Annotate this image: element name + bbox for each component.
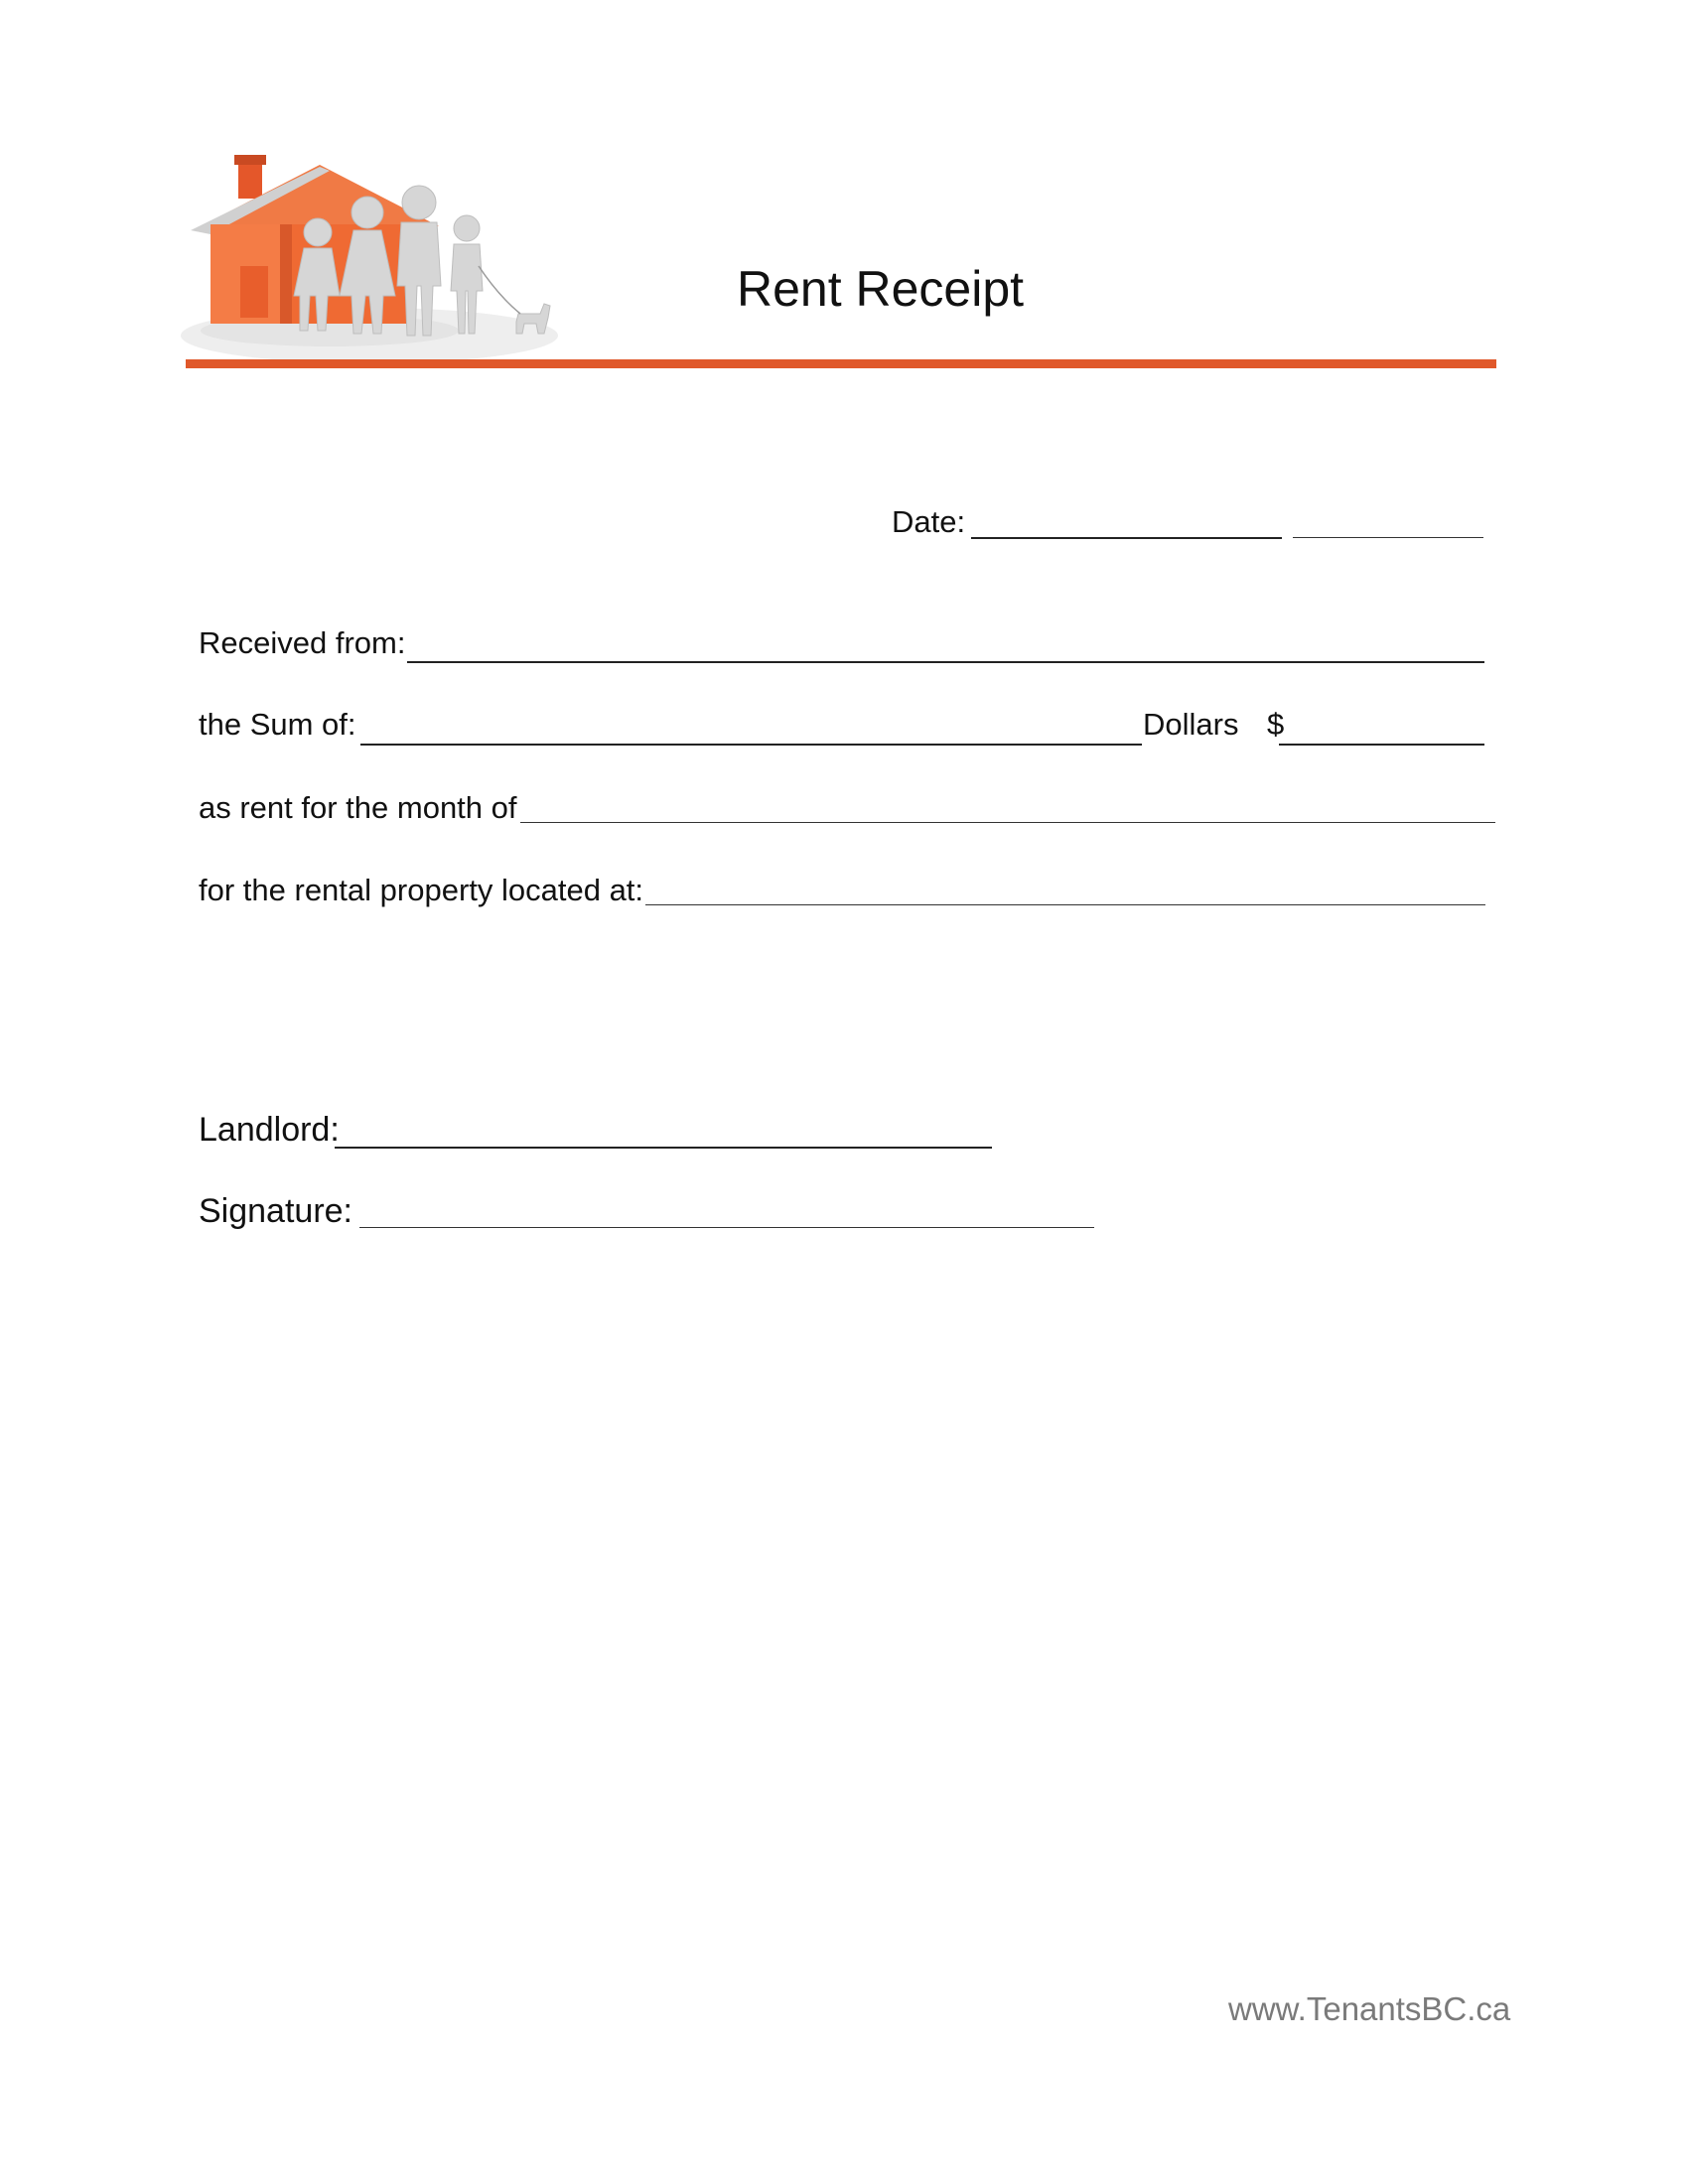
dollar-sign: $ — [1267, 707, 1285, 742]
date-field-extension[interactable] — [1293, 537, 1483, 538]
dollars-label: Dollars — [1143, 707, 1239, 742]
date-label: Date: — [892, 504, 966, 539]
header-divider — [186, 359, 1496, 368]
received-from-label: Received from: — [199, 625, 406, 660]
date-field[interactable] — [971, 537, 1282, 539]
footer-website: www.TenantsBC.ca — [1228, 1990, 1511, 2027]
page-title: Rent Receipt — [737, 261, 1025, 317]
month-field[interactable] — [520, 822, 1495, 823]
property-address-field[interactable] — [645, 904, 1485, 905]
sum-of-label: the Sum of: — [199, 707, 356, 742]
landlord-label: Landlord: — [199, 1111, 340, 1149]
property-label: for the rental property located at: — [199, 873, 644, 907]
signature-field[interactable] — [359, 1227, 1094, 1228]
received-from-field[interactable] — [407, 661, 1484, 663]
sum-of-field[interactable] — [360, 744, 1142, 746]
amount-field[interactable] — [1279, 744, 1484, 746]
signature-label: Signature: — [199, 1192, 352, 1230]
house-family-logo — [181, 147, 563, 365]
landlord-field[interactable] — [335, 1147, 992, 1149]
month-label: as rent for the month of — [199, 790, 517, 825]
